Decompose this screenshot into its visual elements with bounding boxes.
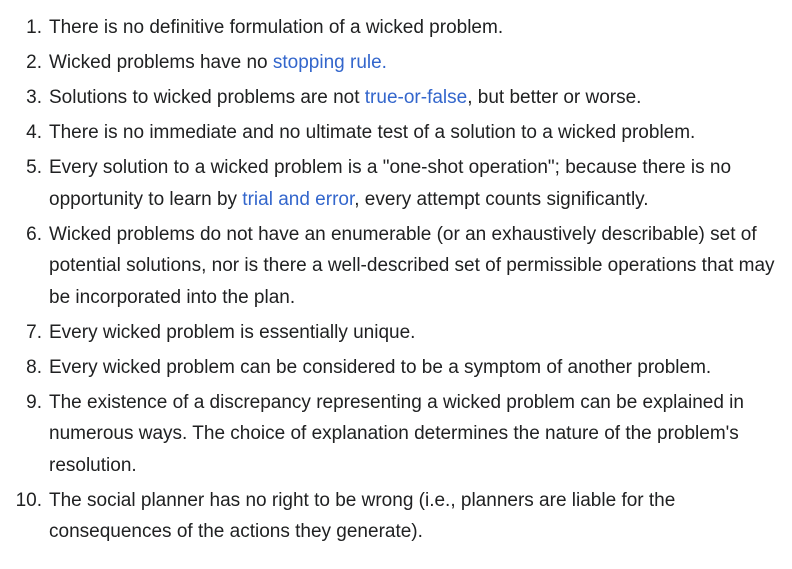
true-or-false-link[interactable]: true-or-false: [364, 87, 468, 108]
list-item: [0, 317, 792, 349]
wicked-problems-list: [0, 12, 792, 548]
trial-and-error-link[interactable]: trial and error: [242, 188, 355, 210]
list-item-text: Wicked problems have no: [49, 52, 273, 73]
list-item-text: The social planner has no right to be wrong (i.e., planners are liable for the consequences of the actions they generate).: [49, 489, 676, 542]
list-item: [0, 485, 792, 548]
list-item-number: 3.: [26, 87, 42, 108]
list-item-number: 9.: [26, 391, 42, 413]
list-item-text: Solutions to wicked problems are not: [49, 87, 365, 108]
list-item-text: Wicked problems do not have an enumerable (or an exhaustively describable) set of potential solutions, nor is there a well-described set of permissible operations that may be incorporated into the plan.: [49, 223, 775, 308]
list-item-number: 1.: [26, 17, 42, 38]
list-item-text: Every solution to a wicked problem is a "one-shot operation"; because there is no opportunity to learn by: [49, 157, 732, 210]
list-item-text: The existence of a discrepancy representing a wicked problem can be explained in numerous ways. The choice of explanation determines the nature of the problem's resolution.: [49, 391, 744, 476]
list-item: [0, 152, 792, 215]
list-item-text: Every wicked problem can be considered to be a symptom of another problem.: [49, 356, 712, 378]
list-item-text-after: , but better or worse.: [467, 87, 642, 108]
list-item-text-after: , every attempt counts significantly.: [354, 188, 649, 210]
list-item-number: 2.: [26, 52, 42, 73]
stopping-rule-link[interactable]: stopping rule.: [272, 52, 387, 73]
list-item-text: Every wicked problem is essentially unique.: [49, 321, 416, 343]
list-item: [0, 387, 792, 482]
list-item: [0, 47, 792, 79]
list-item: [0, 117, 792, 149]
list-item: [0, 219, 792, 314]
list-item-text: There is no definitive formulation of a wicked problem.: [49, 17, 504, 38]
list-item-number: 5.: [26, 157, 42, 178]
list-item: [0, 352, 792, 384]
list-item-number: 10.: [15, 489, 42, 511]
list-item: [0, 12, 792, 44]
list-item-number: 6.: [26, 223, 42, 245]
list-item-number: 8.: [26, 356, 42, 378]
list-item: [0, 82, 792, 114]
list-item-number: 7.: [26, 321, 42, 343]
list-item-number: 4.: [26, 122, 42, 143]
list-item-text: There is no immediate and no ultimate test of a solution to a wicked problem.: [49, 122, 696, 143]
